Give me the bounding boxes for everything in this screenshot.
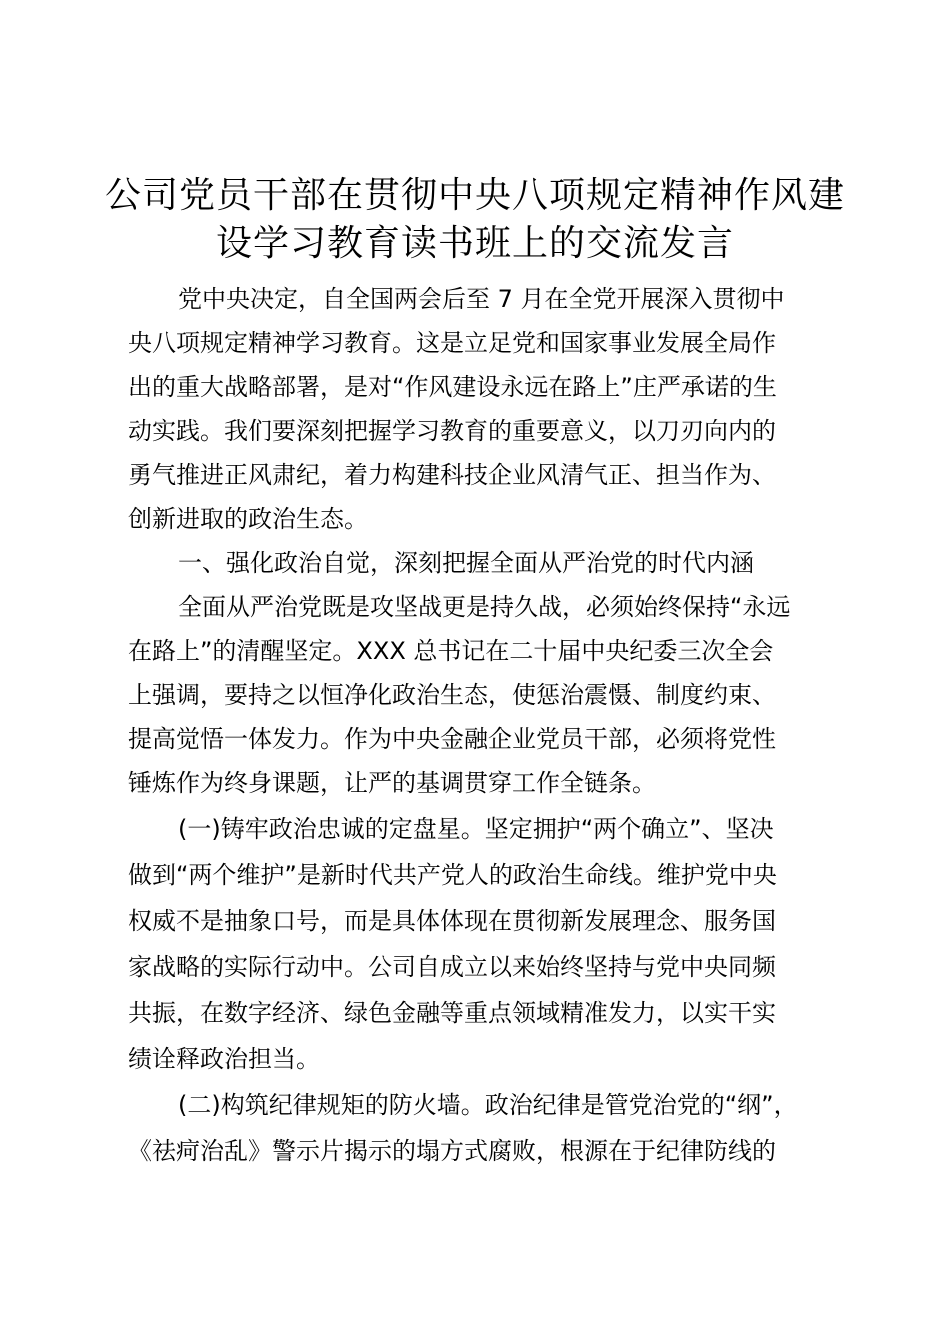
paragraph-line: 在路上”的清醒坚定。XXX 总书记在二十届中央纪委三次全会 — [128, 637, 774, 665]
paragraph-line: 党中央决定，自全国两会后至 7 月在全党开展深入贯彻中 — [178, 285, 785, 313]
paragraph-line: (二)构筑纪律规矩的防火墙。政治纪律是管党治党的“纲”， — [178, 1091, 798, 1119]
paragraph-line: 出的重大战略部署，是对“作风建设永远在路上”庄严承诺的生 — [128, 373, 777, 401]
paragraph-line: 创新进取的政治生态。 — [128, 505, 368, 533]
paragraph-line: 绩诠释政治担当。 — [128, 1045, 320, 1073]
paragraph-line: 提高觉悟一体发力。作为中央金融企业党员干部，必须将党性 — [128, 725, 776, 753]
paragraph-line: 做到“两个维护”是新时代共产党人的政治生命线。维护党中央 — [128, 861, 777, 889]
document-title-line-1: 公司党员干部在贯彻中央八项规定精神作风建 — [104, 175, 845, 216]
paragraph-line: 央八项规定精神学习教育。这是立足党和国家事业发展全局作 — [128, 329, 776, 357]
paragraph-line: 共振，在数字经济、绿色金融等重点领域精准发力，以实干实 — [128, 999, 776, 1027]
paragraph-line: 全面从严治党既是攻坚战更是持久战，必须始终保持“永远 — [178, 593, 791, 621]
paragraph-line: 《祛疴治乱》警示片揭示的塌方式腐败，根源在于纪律防线的 — [128, 1137, 776, 1165]
paragraph-line: (一)铸牢政治忠诚的定盘星。坚定拥护“两个确立”、坚决 — [178, 815, 774, 843]
section-heading: 一、强化政治自觉，深刻把握全面从严治党的时代内涵 — [178, 549, 754, 577]
paragraph-line: 家战略的实际行动中。公司自成立以来始终坚持与党中央同频 — [128, 953, 776, 981]
document-title-line-2: 设学习教育读书班上的交流发言 — [215, 223, 734, 264]
paragraph-line: 锤炼作为终身课题，让严的基调贯穿工作全链条。 — [128, 769, 656, 797]
paragraph-line: 权威不是抽象口号，而是具体体现在贯彻新发展理念、服务国 — [128, 907, 776, 935]
paragraph-line: 动实践。我们要深刻把握学习教育的重要意义，以刀刃向内的 — [128, 417, 776, 445]
paragraph-line: 勇气推进正风肃纪，着力构建科技企业风清气正、担当作为、 — [128, 461, 776, 489]
paragraph-line: 上强调，要持之以恒净化政治生态，使惩治震慑、制度约束、 — [128, 681, 776, 709]
